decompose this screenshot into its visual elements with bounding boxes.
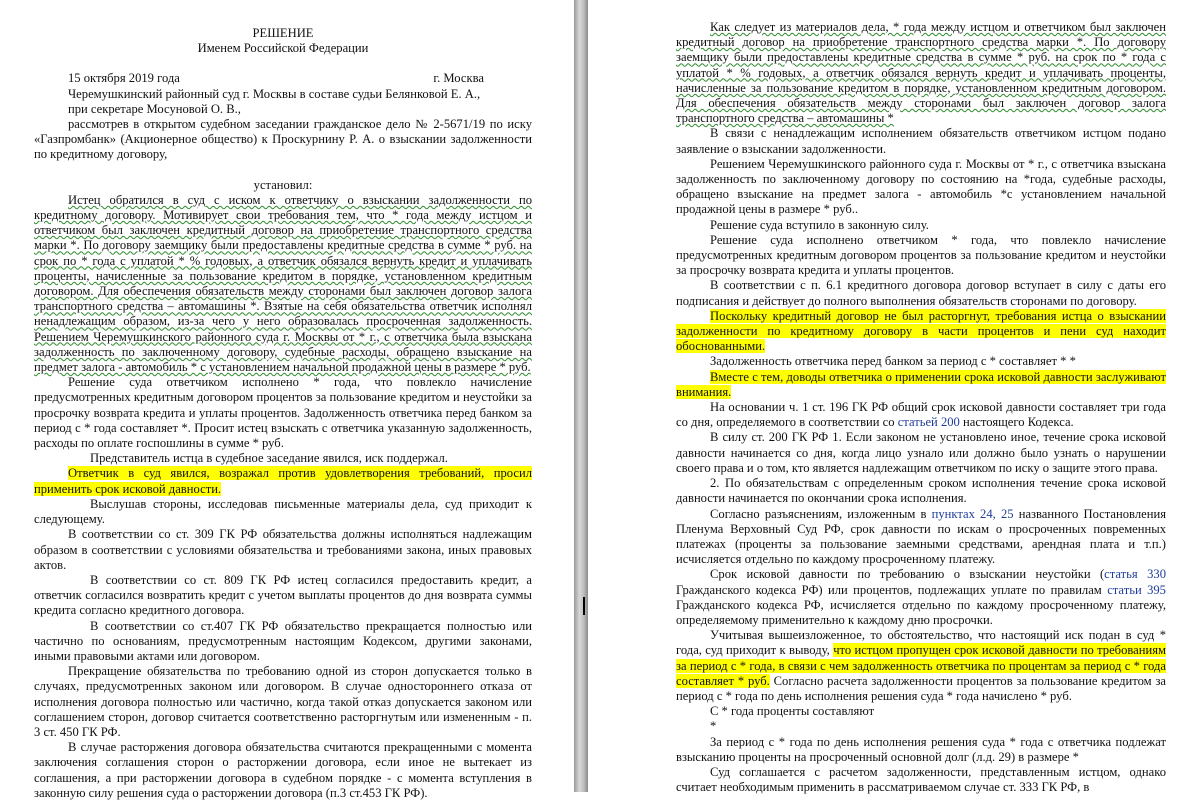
text-cursor — [583, 597, 585, 615]
highlighted-text: Ответчик в суд явился, возражал против удовлетворения требований, просил применить срок исковой давности. — [34, 466, 532, 496]
paragraph: В соответствии со ст. 809 ГК РФ истец согласился предоставить кредит, а ответчик согласился возвратить кредит с учетом выплаты процентов до дня возврата суммы кредита согласно кредитного договора. — [34, 572, 532, 618]
law-link[interactable]: статьей 200 — [897, 415, 960, 430]
paragraph-text: Согласно расчета задолженности процентов за пользование кредитом за период с * года по день исполнения решения суда * года начислено * руб. — [676, 673, 1167, 703]
paragraph: Представитель истца в судебное заседание явился, иск поддержал. — [90, 451, 448, 466]
paragraph: В связи с ненадлежащим исполнением обязательств ответчиком истцом подано заявление о взыскании задолженности. — [676, 126, 1166, 156]
highlighted-text: Вместе с тем, доводы ответчика о применении срока исковой давности заслуживают внимания. — [676, 369, 1166, 399]
paragraph-text: названного Постановления Пленума Верховный Суд РФ, срок давности по искам о просроченных повременных платежах (проценты за пользование заемными средствами, арендная плата и т.п.) исчисляется отдельно по каждому просроченному платежу. — [676, 506, 1166, 567]
paragraph-text: Истец обратился в суд с иском к ответчику о взыскании задолженности по кредитному договору. Мотивирует свои требования тем, что * года между истцом и ответчиком был заключен кредитный договор на приобретение транспортного средства марки *. По договору заемщику были предоставлены кредитные средства в сумме * руб. на срок по * года с уплатой * % годовых, а ответчик обязался вернуть кредит и уплачивать проценты, начисленные за пользование кредитом в порядке, установленном кредитным договором. Для обеспечения обязательств между сторонами был заключен договор залога транспортного средства – автомашины *. Взятые на себя обязательства ответчик исполнял ненадлежащим образом, из-за чего у него образовалась просроченная задолженность. Решением Черемушкинского районного суда г. Москвы от * г., с ответчика была взыскана задолженность по заключенному договору, судебные расходы, обращено взыскание на предмет залога - автомобиль * с установлением начальной продажной цены в размере * руб. — [34, 192, 532, 375]
paragraph-highlighted — [34, 466, 532, 496]
doc-title: РЕШЕНИЕ — [252, 26, 314, 40]
doc-subtitle: Именем Российской Федерации — [197, 41, 369, 56]
paragraph-text: Как следует из материалов дела, * года между истцом и ответчиком был заключен кредитный договор на приобретение транспортного средства марки *. По договору заемщику были предоставлены кредитные средства в сумме * руб. на срок по * года с уплатой * % годовых, а ответчик обязался вернуть кредит и уплачивать проценты, начисленные за пользование кредитом в порядке, установленном кредитным договором. Для обеспечения обязательств между сторонами был заключен договор залога транспортного средства – автомашины * — [676, 20, 1166, 126]
paragraph-text: Срок исковой давности по требованию о взыскании неустойки ( — [710, 567, 1105, 582]
paragraph — [34, 193, 532, 375]
paragraph: В силу ст. 200 ГК РФ 1. Если законом не установлено иное, течение срока исковой давности начинается со дня, когда лицо узнало или должно было узнать о нарушении своего права и о том, кто является надлежащим ответчиком по иску о защите этого права. — [676, 430, 1166, 475]
paragraph — [676, 628, 1166, 704]
paragraph-text: Гражданского кодекса РФ, исчисляется отдельно по каждому просроченному платежу, определяемому применительно к каждому дню просрочки. — [676, 597, 1166, 627]
paragraph: В соответствии со ст. 309 ГК РФ обязательства должны исполняться надлежащим образом в соответствии с условиями обязательства и требованиями закона, иных правовых актов. — [34, 527, 532, 572]
paragraph-text: Учитывая вышеизложенное, то обстоятельство, что настоящий иск подан в суд * года, суд приходит к выводу, — [676, 628, 1166, 658]
paragraph: Выслушав стороны, исследовав письменные материалы дела, суд приходит к следующему. — [34, 496, 532, 527]
paragraph: В случае расторжения договора обязательства считаются прекращенными с момента заключения соглашения сторон о расторжении договора, если иное не вытекает из соглашения, а при расторжении договора в судебном порядке - с момента вступления в законную силу решения суда о расторжении договора (п.3 ст.453 ГК РФ). — [34, 740, 532, 800]
paragraph: Задолженность ответчика перед банком за период с * составляет * * — [710, 354, 1076, 369]
doc-city: г. Москва — [433, 71, 484, 86]
paragraph: Черемушкинский районный суд г. Москвы в составе судьи Белянковой Е. А., — [68, 86, 481, 101]
paragraph: Решение суда вступило в законную силу. — [710, 217, 929, 232]
page-right-text — [676, 20, 1166, 795]
paragraph: С * года проценты составляют — [710, 704, 875, 719]
paragraph — [676, 507, 1166, 568]
law-link[interactable]: статьи 395 — [1107, 582, 1166, 597]
paragraph — [676, 400, 1166, 430]
paragraph-text: На основании ч. 1 ст. 196 ГК РФ общий срок исковой давности составляет три года со дня, определяемого в соответствии со — [676, 400, 1166, 430]
paragraph-highlighted — [676, 309, 1166, 355]
paragraph-text: Гражданского кодекса РФ) или процентов, подлежащих уплате по правилам — [676, 582, 1102, 597]
document-page-left — [0, 0, 574, 800]
paragraph: рассмотрев в открытом судебном заседании гражданское дело № 2-5671/19 по иску «Газпромбанк» (Акционерное общество) к Проскурнину Р. А. о взыскании задолженности по кредитному договору, — [34, 117, 532, 162]
paragraph: * — [710, 719, 717, 734]
paragraph: Решение суда ответчиком исполнено * года, что повлекло начисление предусмотренных кредитным договором процентов за пользование кредитом и неустойки за просрочку возврата кредита и уплаты процентов. Задолженность ответчика перед банком за период с * года составляет *. Просит истец взыскать с ответчика указанную задолженность, расходы по оплате госпошлины в сумме * руб. — [34, 375, 532, 451]
highlighted-text: что истцом пропущен срок исковой давности по требованиям за период с * года, в связи с чем задолженность ответчика по процентам за период с * года составляет * руб. — [676, 643, 1167, 688]
paragraph-text: Согласно разъяснениям, изложенным в — [710, 506, 927, 521]
page-left-text — [34, 26, 532, 801]
date-line — [34, 71, 532, 86]
paragraph-text: настоящего Кодекса. — [963, 415, 1074, 430]
doc-date: 15 октября 2019 года — [68, 71, 180, 86]
paragraph: Решением Черемушкинского районного суда г. Москвы от * г., с ответчика взыскана задолженность по заключенному договору по состоянию на *года, судебные расходы, обращено взыскание на предмет залога - автомобиль *с установлением начальной продажной цены в размере * руб.. — [676, 156, 1166, 217]
paragraph-highlighted — [676, 370, 1166, 400]
paragraph — [676, 567, 1166, 628]
page-gutter — [574, 0, 588, 792]
paragraph: В соответствии со ст.407 ГК РФ обязательство прекращается полностью или частично по основаниям, предусмотренным настоящим Кодексом, другими законами, иными правовыми актами или договором. — [34, 618, 532, 663]
paragraph: при секретаре Мосуновой О. В., — [68, 101, 241, 116]
law-link[interactable]: пунктах 24, 25 — [931, 506, 1014, 521]
highlighted-text: Поскольку кредитный договор не был расторгнут, требования истца о взыскании задолженности по кредитному договору в части процентов и пени суд находит обоснованными. — [676, 308, 1166, 354]
ustanovil-heading: установил: — [253, 177, 313, 192]
paragraph — [676, 20, 1166, 126]
paragraph: В соответствии с п. 6.1 кредитного договора договор вступает в силу с даты его подписания и действует до полного выполнения обязательств сторонами по договору. — [676, 278, 1166, 308]
paragraph: За период с * года по день исполнения решения суда * года с ответчика подлежат взысканию проценты на просроченный основной долг (л.д. 29) в размере * — [676, 734, 1166, 764]
paragraph: 2. По обязательствам с определенным сроком исполнения течение срока исковой давности начинается по окончании срока исполнения. — [676, 476, 1166, 506]
paragraph: Прекращение обязательства по требованию одной из сторон допускается только в случаях, предусмотренных законом или договором. В случае одностороннего отказа от исполнения договора полностью или частично, когда такой отказ допускается законом или соглашением сторон, договор считается соответственно расторгнутым или измененным - п. 3 ст. 450 ГК РФ. — [34, 664, 532, 739]
law-link[interactable]: статья 330 — [1104, 567, 1166, 582]
paragraph: Суд соглашается с расчетом задолженности, представленным истцом, однако считает необходимым применить в рассматриваемом случае ст. 333 ГК РФ, в — [676, 764, 1166, 795]
document-page-right — [588, 0, 1200, 795]
paragraph: Решение суда исполнено ответчиком * года, что повлекло начисление предусмотренных кредитным договором процентов за пользование кредитом и неустойки за просрочку возврата кредита и уплаты процентов. — [676, 232, 1166, 278]
